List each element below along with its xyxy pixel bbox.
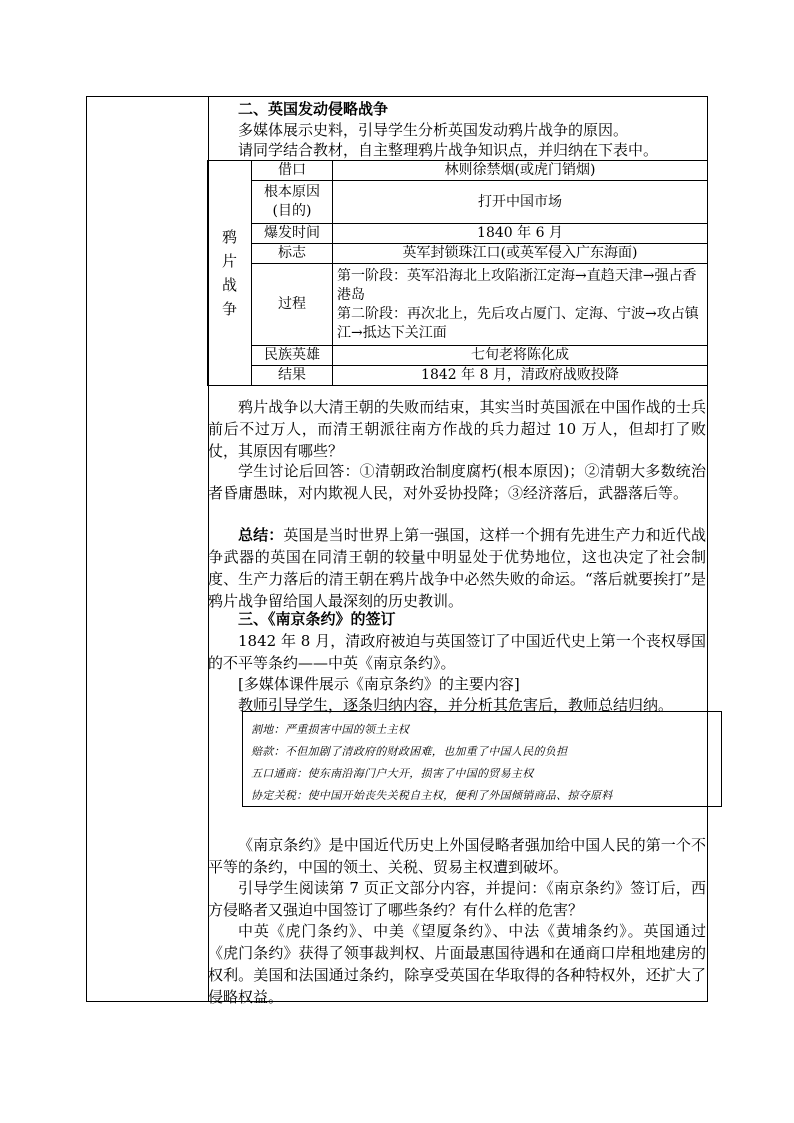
row-label-outbreak-time: 爆发时间 (252, 224, 333, 244)
table-title: 鸦片战争 (221, 228, 237, 318)
section3-para-2: [多媒体课件展示《南京条约》的主要内容] (238, 675, 520, 693)
treaty-contents-box (242, 711, 722, 807)
row-label-result: 结果 (252, 366, 333, 386)
row-label-pretext: 借口 (252, 161, 333, 181)
analysis-question: 鸦片战争以大清王朝的失败而结束，其实当时英国派在中国作战的士兵前后不过万人，而清王朝派往南方作战的兵力超过 10 万人，但却打了败仗，其原因有哪些？ (208, 398, 706, 460)
treaty-item-ceding-land: 割地：严重损害中国的领土主权 (251, 723, 410, 736)
section3-para-3: 教师引导学生，逐条归纳内容，并分析其危害后，教师总结归纳。 (238, 696, 674, 714)
row-value-hero: 七旬老将陈化成 (333, 346, 708, 366)
process-stage-1: 第一阶段：英军沿海北上攻陷浙江定海→直趋天津→强占香港岛 (337, 267, 697, 303)
section3-heading: 三、《南京条约》的签订 (238, 610, 396, 628)
summary-text: 英国是当时世界上第一强国，这样一个拥有先进生产力和近代战争武器的英国在同清王朝的较量中明显处于优势地位，这也决定了社会制度、生产力落后的清王朝在鸦片战争中必然失败的命运。“落后就要挨打”是鸦片战争留给国人最深刻的历史教训。 (208, 526, 706, 610)
opium-war-table (207, 160, 708, 386)
after-para-1: 《南京条约》是中国近代历史上外国侵略者强加给中国人民的第一个不平等的条约，中国的领土、关税、贸易主权遭到破坏。 (208, 836, 706, 876)
row-value-marker: 英军封锁珠江口(或英军侵入广东海面) (333, 244, 708, 264)
treaty-item-tariff: 协定关税：使中国开始丧失关税自主权，便利了外国倾销商品、掠夺原料 (251, 789, 613, 802)
row-value-result: 1842 年 8 月，清政府战败投降 (333, 366, 708, 386)
analysis-summary (208, 524, 706, 612)
table-title-cell (208, 161, 252, 386)
section2-heading: 二、英国发动侵略战争 (238, 100, 389, 118)
row-label-root-cause: 根本原因(目的) (252, 181, 333, 224)
section2-para-1: 多媒体展示史料，引导学生分析英国发动鸦片战争的原因。 (238, 121, 629, 139)
row-value-root-cause: 打开中国市场 (333, 181, 708, 224)
after-para-2: 引导学生阅读第 7 页正文部分内容，并提问：《南京条约》签订后，西方侵略者又强迫中国签订了哪些条约？有什么样的危害？ (208, 879, 706, 919)
section2-para-2: 请同学结合教材，自主整理鸦片战争知识点，并归纳在下表中。 (238, 141, 659, 159)
analysis-answer: 学生讨论后回答：①清朝政治制度腐朽(根本原因)；②清朝大多数统治者昏庸愚昧，对内欺视人民，对外妥协投降；③经济落后，武器落后等。 (208, 462, 706, 502)
row-value-pretext: 林则徐禁烟(或虎门销烟) (333, 161, 708, 181)
treaty-item-indemnity: 赔款：不但加剧了清政府的财政困难，也加重了中国人民的负担 (251, 745, 568, 758)
row-label-process: 过程 (252, 264, 333, 346)
after-para-3: 中英《虎门条约》、中美《望厦条约》、中法《黄埔条约》。英国通过《虎门条约》获得了领事裁判权、片面最惠国待遇和在通商口岸租地建房的权利。美国和法国通过条约，除享受英国在华取得的各种特权外，还扩大了侵略权益。 (208, 922, 706, 1006)
row-label-marker: 标志 (252, 244, 333, 264)
summary-label: 总结： (238, 526, 284, 544)
row-value-process (333, 264, 708, 346)
row-label-hero: 民族英雄 (252, 346, 333, 366)
row-value-outbreak-time: 1840 年 6 月 (333, 224, 708, 244)
treaty-item-five-ports: 五口通商：使东南沿海门户大开，损害了中国的贸易主权 (251, 767, 534, 780)
process-stage-2: 第二阶段：再次北上，先后攻占厦门、定海、宁波→攻占镇江→抵达下关江面 (337, 305, 699, 341)
section3-para-1: 1842 年 8 月，清政府被迫与英国签订了中国近代史上第一个丧权辱国的不平等条约——中英《南京条约》。 (208, 632, 706, 672)
